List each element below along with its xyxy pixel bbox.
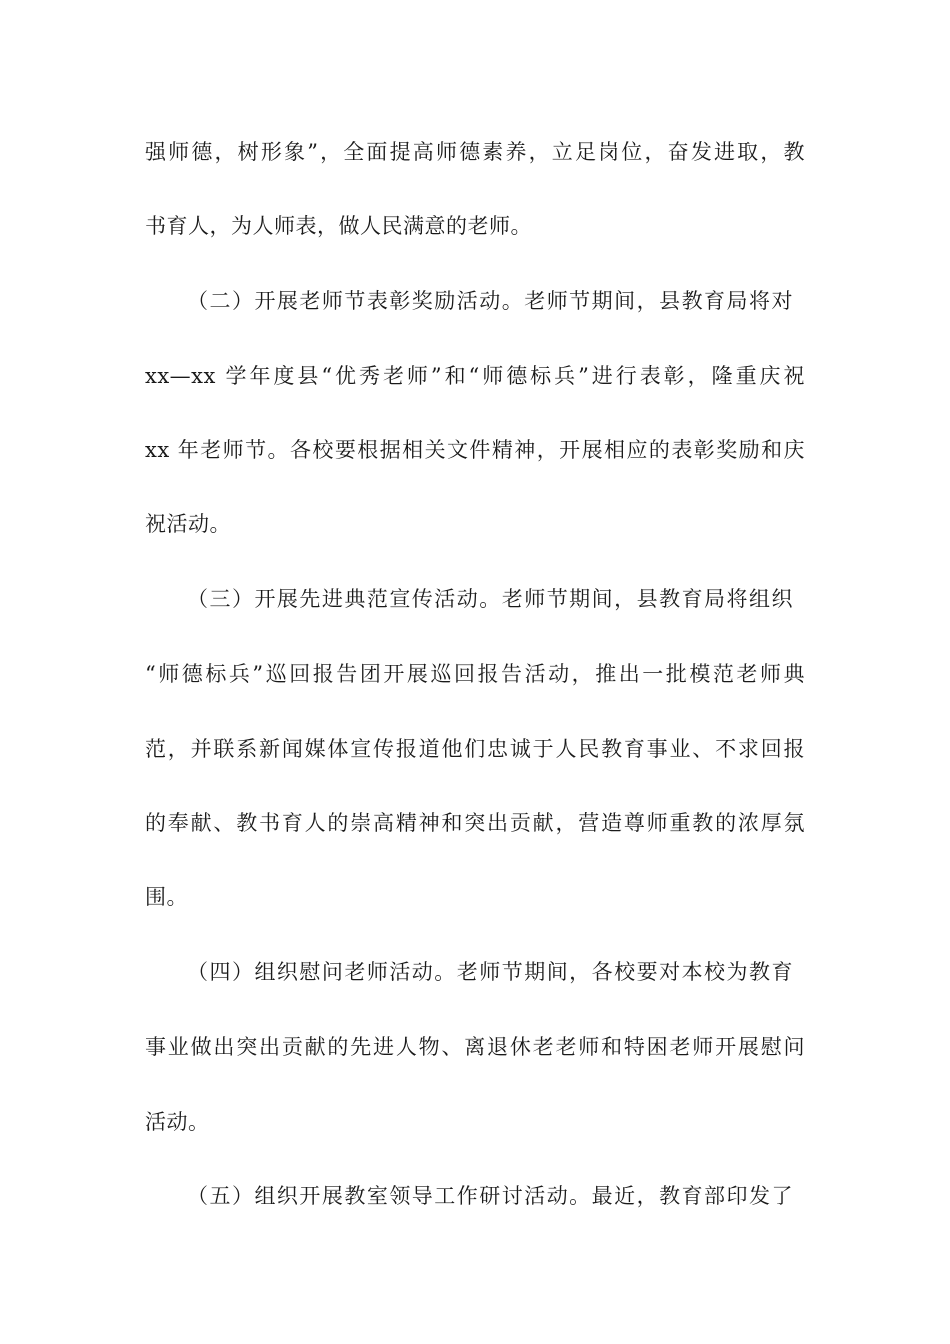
paragraph-line: 祝活动。 [145, 512, 231, 536]
paragraph-line: 书育人，为人师表，做人民满意的老师。 [145, 214, 532, 238]
paragraph-line: （四）组织慰问老师活动。老师节期间，各校要对本校为教育 [187, 960, 793, 984]
paragraph-line: 围。 [145, 885, 188, 909]
paragraph-line: xx—xx 学年度县“优秀老师”和“师德标兵”进行表彰，隆重庆祝 [145, 364, 805, 388]
paragraph-line: xx 年老师节。各校要根据相关文件精神，开展相应的表彰奖励和庆 [145, 438, 805, 462]
paragraph-line: 的奉献、教书育人的崇高精神和突出贡献，营造尊师重教的浓厚氛 [145, 811, 805, 835]
paragraph-line: “师德标兵”巡回报告团开展巡回报告活动，推出一批模范老师典 [145, 662, 805, 686]
paragraph-line: 强师德，树形象”，全面提高师德素养，立足岗位，奋发进取，教 [145, 140, 805, 164]
paragraph-line: （二）开展老师节表彰奖励活动。老师节期间，县教育局将对 [187, 289, 793, 313]
paragraph-line: （五）组织开展教室领导工作研讨活动。最近，教育部印发了 [187, 1184, 793, 1208]
paragraph-line: 范，并联系新闻媒体宣传报道他们忠诚于人民教育事业、不求回报 [145, 737, 805, 761]
paragraph-line: 事业做出突出贡献的先进人物、离退休老老师和特困老师开展慰问 [145, 1035, 805, 1059]
paragraph-line: 活动。 [145, 1110, 210, 1134]
paragraph-line: （三）开展先进典范宣传活动。老师节期间，县教育局将组织 [187, 587, 793, 611]
